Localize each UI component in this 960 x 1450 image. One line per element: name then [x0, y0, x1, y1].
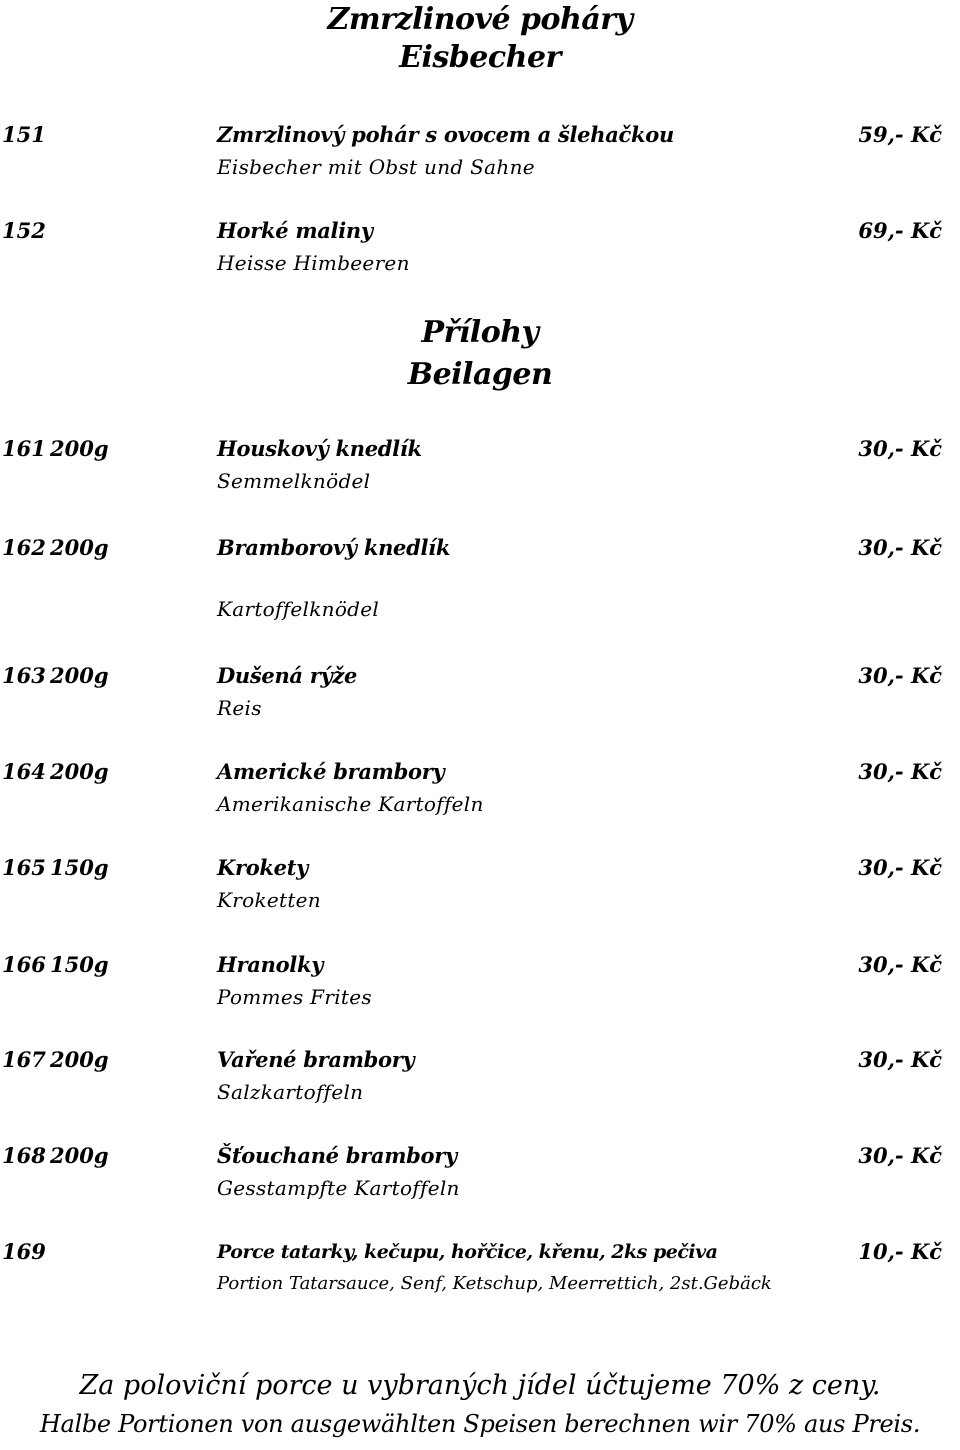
- menu-item: [0, 661, 960, 733]
- item-weight: 150g: [50, 952, 109, 977]
- item-name-cz: Hranolky: [217, 952, 324, 977]
- item-price: 30,- Kč: [858, 1047, 942, 1072]
- item-weight: 200g: [50, 436, 109, 461]
- item-name-de: Salzkartoffeln: [217, 1080, 364, 1104]
- section-title-sides-cz: Přílohy: [421, 315, 539, 350]
- item-name-de: Reis: [217, 696, 262, 720]
- item-name-de: Portion Tatarsauce, Senf, Ketschup, Meerrettich, 2st.Gebäck: [217, 1273, 772, 1294]
- item-number: 166: [2, 952, 46, 977]
- item-name-cz: Houskový knedlík: [217, 436, 422, 461]
- menu-item: [0, 1141, 960, 1213]
- item-number: 168: [2, 1143, 46, 1168]
- item-name-de: Gesstampfte Kartoffeln: [217, 1176, 460, 1200]
- item-name-cz: Americké brambory: [217, 759, 445, 784]
- item-number: 152: [2, 218, 46, 243]
- item-number: 151: [2, 122, 46, 147]
- item-name-cz: Vařené brambory: [217, 1047, 415, 1072]
- item-price: 30,- Kč: [858, 436, 942, 461]
- item-weight: 200g: [50, 1143, 109, 1168]
- item-price: 30,- Kč: [858, 1143, 942, 1168]
- half-portion-note-cz: Za poloviční porce u vybraných jídel účtujeme 70% z ceny.: [79, 1370, 881, 1401]
- section-title-ice-cream-cz: Zmrzlinové poháry: [327, 2, 633, 37]
- item-weight: 200g: [50, 1047, 109, 1072]
- item-number: 165: [2, 855, 46, 880]
- item-number: 161: [2, 436, 46, 461]
- item-price: 69,- Kč: [858, 218, 942, 243]
- menu-item: [0, 120, 960, 192]
- menu-item: [0, 1237, 960, 1309]
- item-price: 30,- Kč: [858, 663, 942, 688]
- item-name-de: Kroketten: [217, 888, 321, 912]
- item-number: 163: [2, 663, 46, 688]
- menu-item: [0, 950, 960, 1022]
- item-name-cz: Zmrzlinový pohár s ovocem a šlehačkou: [217, 122, 674, 147]
- item-weight: 150g: [50, 855, 109, 880]
- item-name-cz: Dušená rýže: [217, 663, 358, 688]
- item-price: 30,- Kč: [858, 952, 942, 977]
- item-price: 30,- Kč: [858, 855, 942, 880]
- item-name-cz: Bramborový knedlík: [217, 535, 451, 560]
- item-price: 10,- Kč: [858, 1239, 942, 1264]
- item-number: 169: [2, 1239, 46, 1264]
- menu-item: [0, 1045, 960, 1117]
- item-name-de: Semmelknödel: [217, 469, 371, 493]
- item-price: 30,- Kč: [858, 759, 942, 784]
- menu-item: [0, 434, 960, 506]
- item-weight: 200g: [50, 663, 109, 688]
- item-name-cz: Horké maliny: [217, 218, 373, 243]
- item-name-cz: Šťouchané brambory: [217, 1143, 457, 1168]
- item-price: 59,- Kč: [858, 122, 942, 147]
- menu-item: [0, 216, 960, 288]
- item-weight: 200g: [50, 759, 109, 784]
- item-name-de: Eisbecher mit Obst und Sahne: [217, 155, 535, 179]
- half-portion-note-de: Halbe Portionen von ausgewählten Speisen berechnen wir 70% aus Preis.: [39, 1410, 921, 1438]
- item-number: 167: [2, 1047, 46, 1072]
- item-name-cz: Porce tatarky, kečupu, hořčice, křenu, 2ks pečiva: [217, 1241, 718, 1263]
- item-name-cz: Krokety: [217, 855, 309, 880]
- menu-item: [0, 533, 960, 621]
- section-title-sides-de: Beilagen: [407, 357, 553, 392]
- menu-item: [0, 853, 960, 925]
- item-number: 164: [2, 759, 46, 784]
- item-name-de: Amerikanische Kartoffeln: [217, 792, 484, 816]
- item-number: 162: [2, 535, 46, 560]
- item-name-de: Kartoffelknödel: [217, 597, 380, 621]
- item-price: 30,- Kč: [858, 535, 942, 560]
- item-name-de: Pommes Frites: [217, 985, 372, 1009]
- item-weight: 200g: [50, 535, 109, 560]
- section-title-ice-cream-de: Eisbecher: [399, 40, 561, 75]
- menu-item: [0, 757, 960, 829]
- item-name-de: Heisse Himbeeren: [217, 251, 410, 275]
